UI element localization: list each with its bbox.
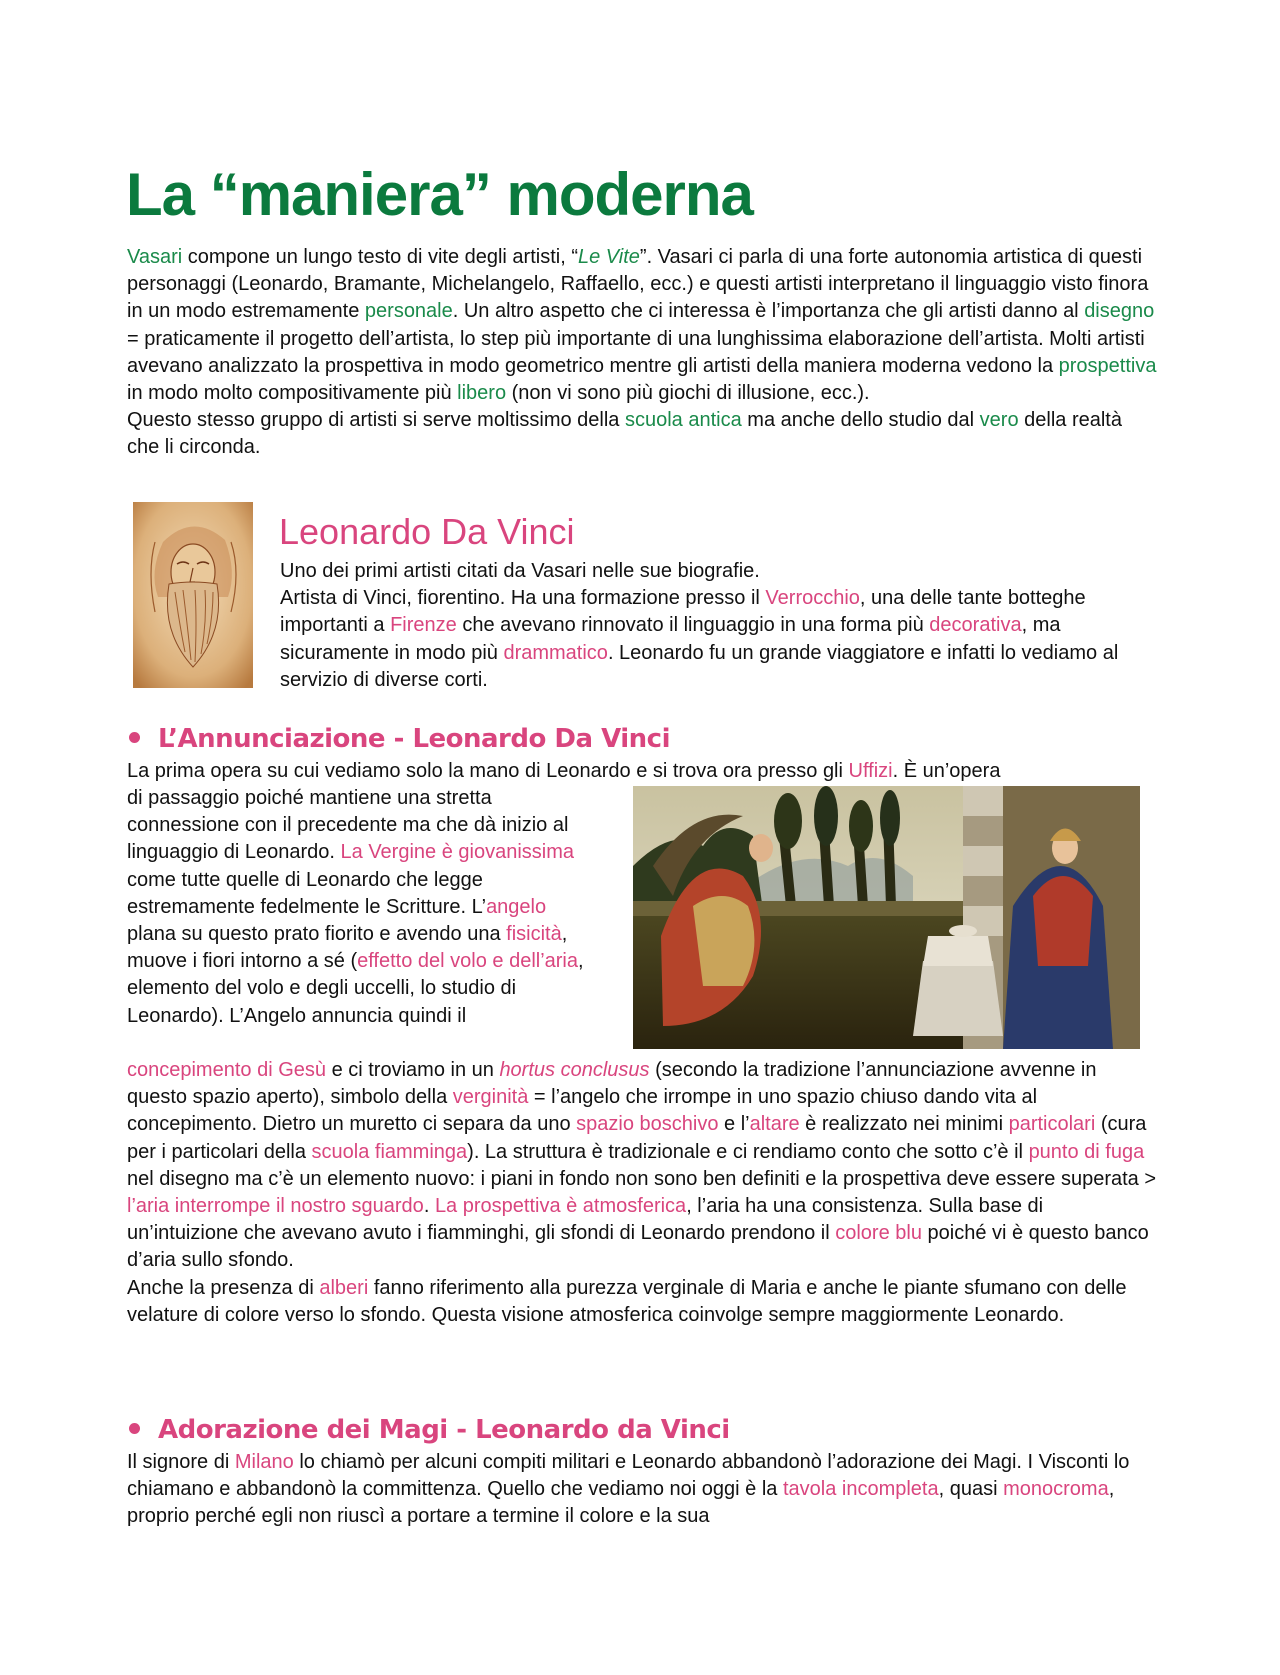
highlight: tavola incompleta bbox=[782, 1478, 939, 1501]
highlight: vero bbox=[979, 409, 1019, 432]
highlight: l’aria interrompe il nostro sguardo bbox=[127, 1195, 424, 1218]
highlight: Uffizi bbox=[848, 760, 893, 782]
highlight: colore blu bbox=[835, 1222, 922, 1245]
highlight: scuola antica bbox=[624, 409, 742, 432]
page-title: La “maniera” moderna bbox=[126, 161, 753, 228]
highlight: Verrocchio bbox=[765, 587, 860, 610]
highlight: drammatico bbox=[503, 641, 608, 664]
highlight: hortus conclusus bbox=[499, 1059, 650, 1081]
highlight: scuola fiamminga bbox=[311, 1140, 468, 1163]
highlight: La Vergine è giovanissima bbox=[340, 841, 574, 864]
highlight: decorativa bbox=[929, 614, 1022, 637]
leonardo-paragraph: Uno dei primi artisti citati da Vasari nelle sue biografie. Artista di Vinci, fiorentino. Ha una formazione presso il Verrocchio, una delle tante botteghe importanti a Firenze che avevano rinnovato il linguaggio in una forma più decorativa, ma sicuramente in modo più drammatico. Leonardo fu un grande viaggiatore e infatti lo vediamo al servizio di diverse corti. bbox=[280, 560, 1119, 691]
annunciazione-wrapped-text: di passaggio poiché mantiene una stretta connessione con il precedente ma che dà inizio al linguaggio di Leonardo. La Vergine è giovanissima come tutte quelle di Leonardo che legge estremamente fedelmente le Scritture. L’angelo plana su questo prato fiorito e avendo una fisicità, muove i fiori intorno a sé (effetto del volo e dell’aria, elemento del volo e degli uccelli, lo studio di Leonardo). L’Angelo annuncia quindi il bbox=[127, 787, 584, 1027]
highlight: Firenze bbox=[390, 614, 457, 637]
highlight: spazio boschivo bbox=[576, 1113, 719, 1136]
highlight: La prospettiva è atmosferica bbox=[434, 1195, 687, 1218]
highlight: alberi bbox=[319, 1276, 369, 1299]
highlight: prospettiva bbox=[1058, 354, 1157, 377]
intro-paragraph: Vasari compone un lungo testo di vite degli artisti, “Le Vite”. Vasari ci parla di una forte autonomia artistica di questi personaggi (Leonardo, Bramante, Michelangelo, Raffaello, ecc.) e questi artisti interpretano il linguaggio visto finora in un modo estremamente personale. Un altro aspetto che ci interessa è l’importanza che gli artisti danno al disegno = praticamente il progetto dell’artista, lo step più importante di una lunghissima elaborazione dell’artista. Molti artisti avevano analizzato la prospettiva in modo geometrico mentre gli artisti della maniera moderna vedono la prospettiva in modo molto compositivamente più libero (non vi sono più giochi di illusione, ecc.). Questo stesso gruppo di artisti si serve moltissimo della scuola antica ma anche dello studio dal vero della realtà che li circonda. bbox=[127, 246, 1157, 459]
adorazione-paragraph: Il signore di Milano lo chiamò per alcuni compiti militari e Leonardo abbandonò l’adorazione dei Magi. I Visconti lo chiamano e abbandonò la committenza. Quello che vediamo noi oggi è la tavola incompleta, quasi monocroma, proprio perché egli non riuscì a portare a termine il colore e la sua bbox=[127, 1451, 1130, 1528]
annunciazione-first-line: La prima opera su cui vediamo solo la mano di Leonardo e si trova ora presso gli Uffizi. È un’opera bbox=[127, 760, 1001, 782]
highlight: Milano bbox=[234, 1451, 294, 1473]
adorazione-heading: Adorazione dei Magi - Leonardo da Vinci bbox=[129, 1415, 730, 1445]
highlight: personale bbox=[364, 300, 453, 323]
bullet-icon bbox=[129, 732, 140, 743]
highlight: particolari bbox=[1008, 1113, 1096, 1136]
highlight: monocroma bbox=[1003, 1478, 1109, 1501]
highlight: fisicità bbox=[506, 923, 562, 946]
leonardo-portrait-image bbox=[133, 502, 253, 688]
highlight: punto di fuga bbox=[1028, 1140, 1145, 1163]
highlight: angelo bbox=[486, 895, 547, 918]
annunciazione-heading: L’Annunciazione - Leonardo Da Vinci bbox=[129, 724, 670, 754]
highlight: altare bbox=[749, 1113, 800, 1136]
highlight: disegno bbox=[1084, 300, 1155, 323]
highlight: verginità bbox=[452, 1086, 529, 1109]
highlight: libero bbox=[457, 382, 507, 405]
highlight: concepimento di Gesù bbox=[127, 1059, 327, 1081]
annunciazione-painting-image bbox=[633, 786, 1140, 1049]
leonardo-heading: Leonardo Da Vinci bbox=[279, 511, 575, 552]
bullet-icon bbox=[129, 1423, 140, 1434]
highlight: Le Vite bbox=[578, 246, 640, 268]
annunciazione-continued-text: concepimento di Gesù e ci troviamo in un hortus conclusus (secondo la tradizione l’annunciazione avvenne in questo spazio aperto), simbolo della verginità = l’angelo che irrompe in uno spazio chiuso dando vita al concepimento. Dietro un muretto ci separa da uno spazio boschivo e l’altare è realizzato nei minimi particolari (cura per i particolari della scuola fiamminga). La struttura è tradizionale e ci rendiamo conto che sotto c’è il punto di fuga nel disegno ma c’è un elemento nuovo: i piani in fondo non sono ben definiti e la prospettiva deve essere superata > l’aria interrompe il nostro sguardo. La prospettiva è atmosferica, l’aria ha una consistenza. Sulla base di un’intuizione che avevano avuto i fiamminghi, gli sfondi di Leonardo prendono il colore blu poiché vi è questo banco d’aria sullo sfondo. Anche la presenza di alberi fanno riferimento alla purezza verginale di Maria e anche le piante sfumano con delle velature di colore verso lo sfondo. Questa visione atmosferica coinvolge sempre maggiormente Leonardo. bbox=[127, 1059, 1157, 1326]
highlight: effetto del volo e dell’aria bbox=[357, 950, 578, 973]
highlight: Vasari bbox=[127, 246, 183, 268]
